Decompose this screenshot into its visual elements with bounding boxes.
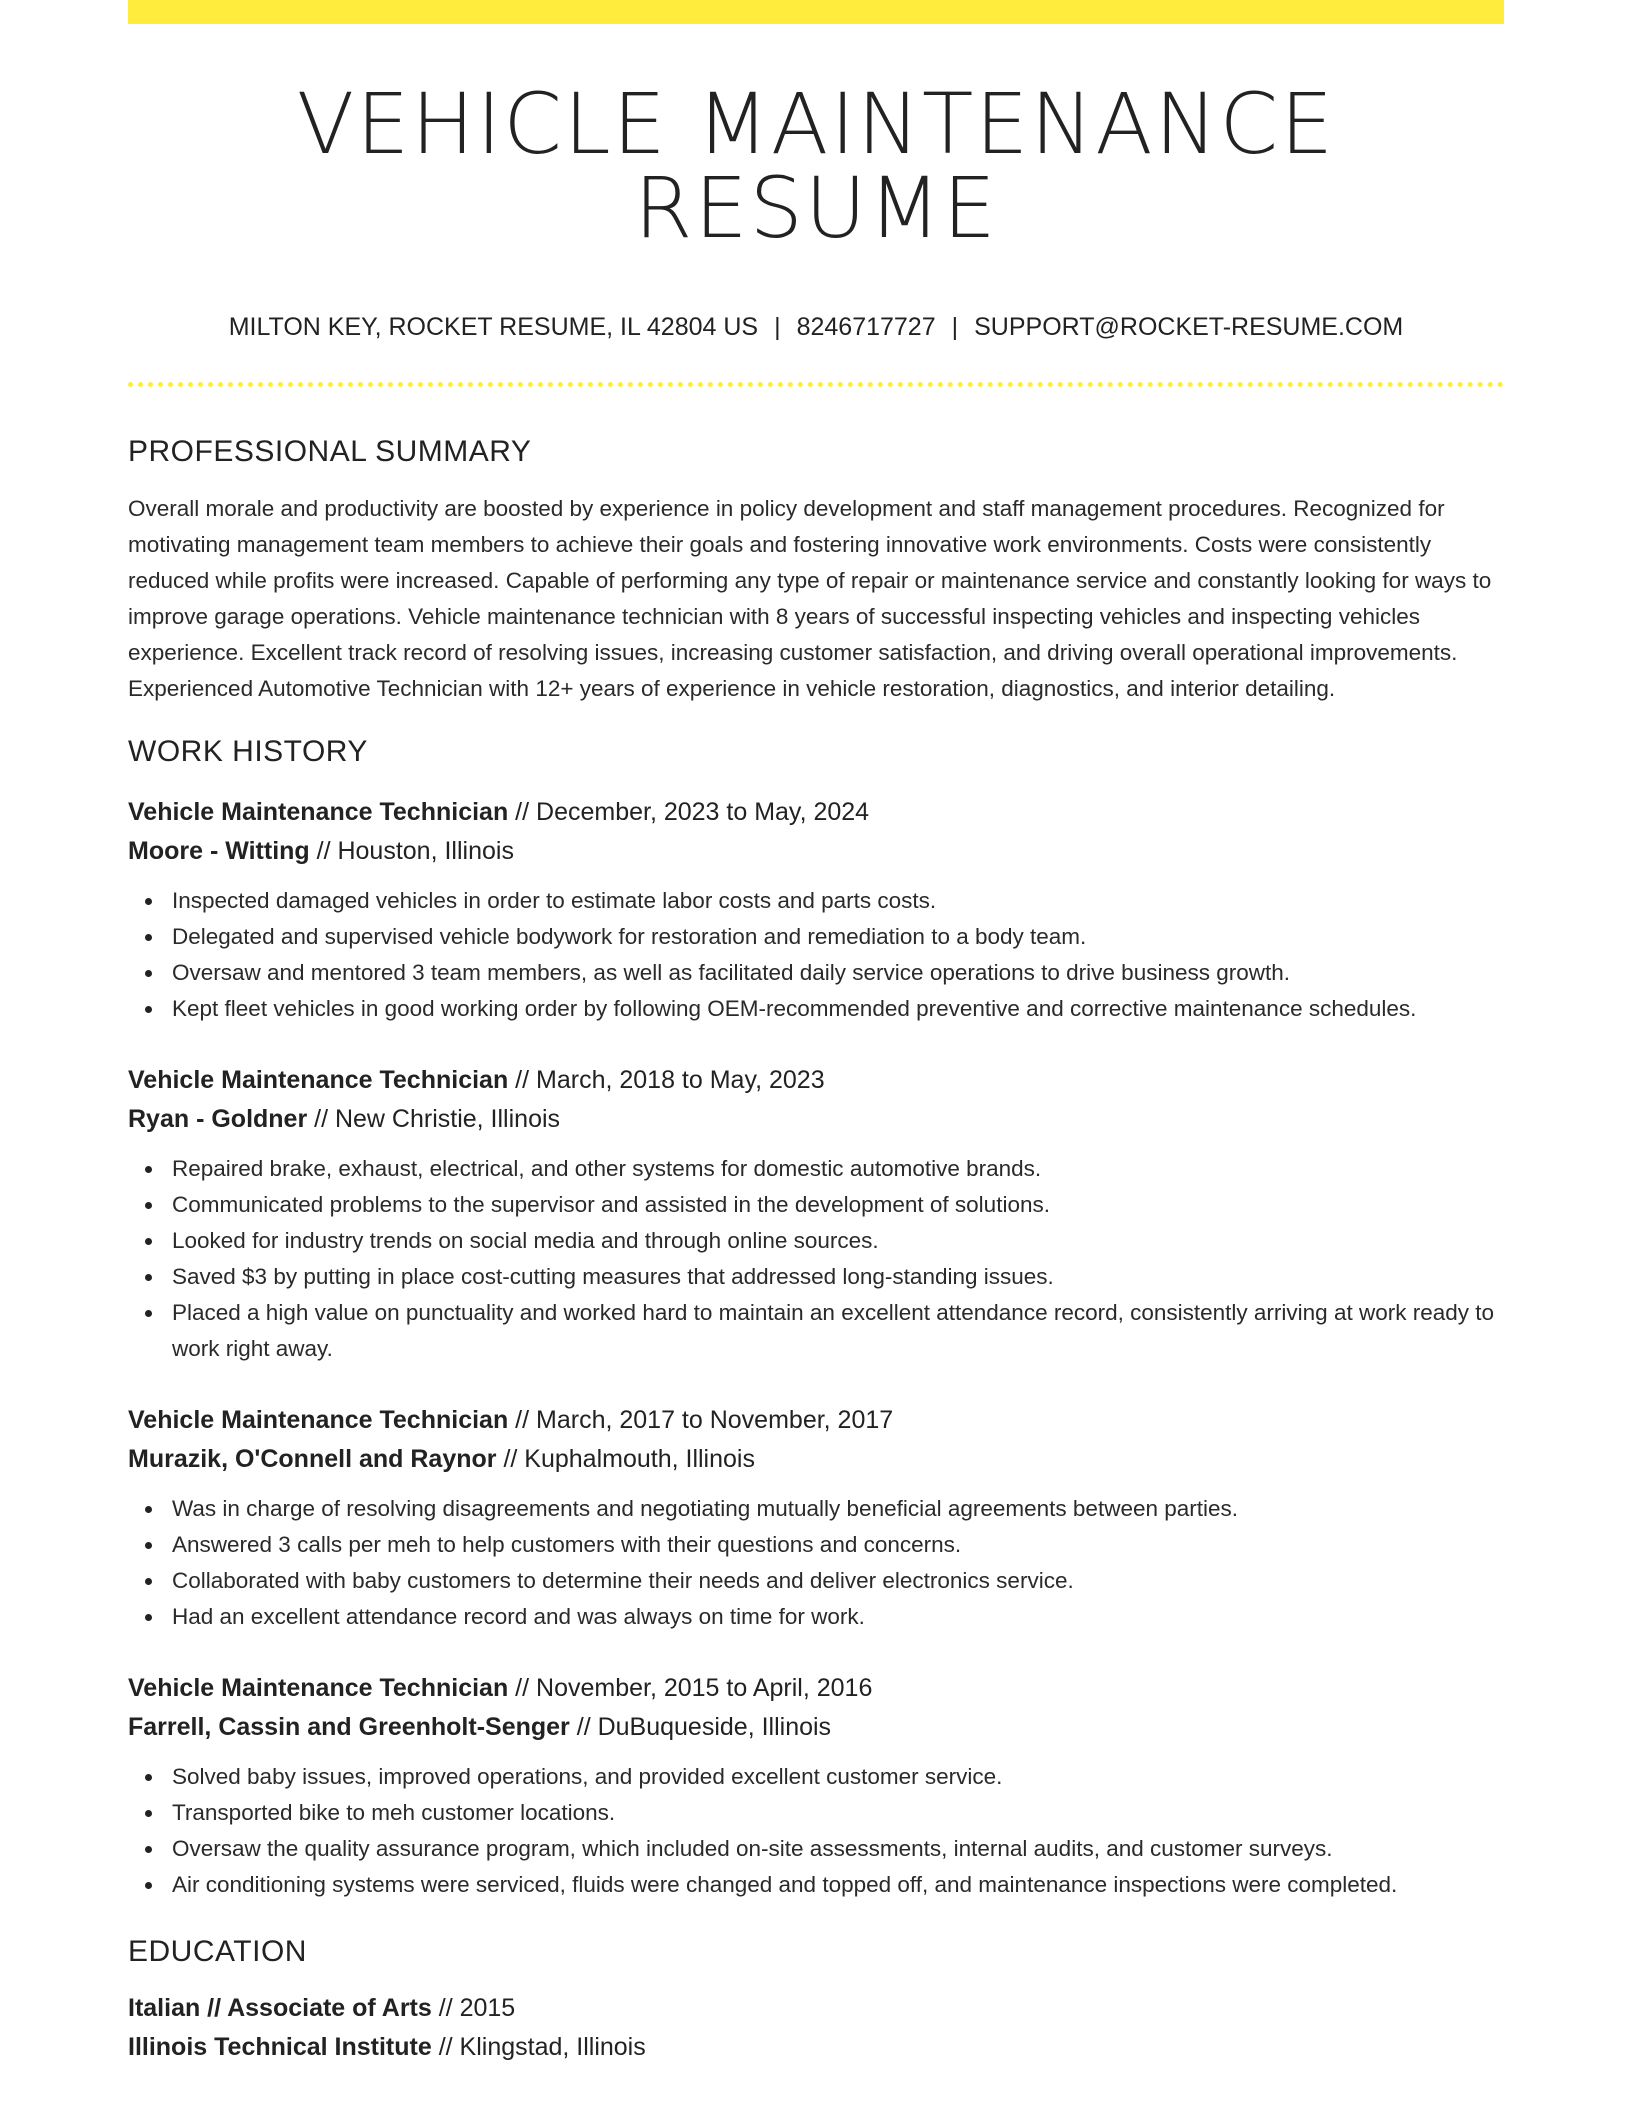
work-history-heading: WORK HISTORY: [128, 735, 368, 768]
job-dates: // December, 2023 to May, 2024: [508, 798, 870, 826]
job-bullets: [128, 1151, 1504, 1367]
education-entry: [128, 1989, 1504, 2067]
contact-address: MILTON KEY, ROCKET RESUME, IL 42804 US: [228, 313, 759, 341]
job-bullet: Saved $3 by putting in place cost-cutting measures that addressed long-standing issues.: [128, 1259, 1504, 1295]
education-location: // Klingstad, Illinois: [431, 2033, 646, 2061]
job-company-line: [128, 1100, 1504, 1139]
job-entry: [128, 1401, 1504, 1635]
job-bullet: Collaborated with baby customers to determine their needs and deliver electronics service.: [128, 1563, 1504, 1599]
job-dates: // March, 2018 to May, 2023: [508, 1066, 825, 1094]
resume-title: VEHICLE MAINTENANCE RESUME: [296, 75, 1336, 257]
contact-separator: |: [774, 313, 781, 341]
job-title: Vehicle Maintenance Technician: [128, 1406, 509, 1434]
job-bullet: Inspected damaged vehicles in order to estimate labor costs and parts costs.: [128, 883, 1504, 919]
job-bullet: Looked for industry trends on social media and through online sources.: [128, 1223, 1504, 1259]
job-bullets: [128, 1491, 1504, 1635]
job-location: // New Christie, Illinois: [307, 1105, 561, 1133]
job-title: Vehicle Maintenance Technician: [128, 1674, 509, 1702]
dotted-divider: [128, 382, 1504, 387]
job-entry: [128, 1669, 1504, 1903]
contact-separator: |: [951, 313, 959, 341]
job-bullet: Oversaw and mentored 3 team members, as well as facilitated daily service operations to drive business growth.: [128, 955, 1504, 991]
job-company-line: [128, 1440, 1504, 1479]
job-entry: [128, 793, 1504, 1027]
job-company: Farrell, Cassin and Greenholt-Senger: [128, 1713, 570, 1741]
summary-heading: PROFESSIONAL SUMMARY: [128, 435, 532, 468]
job-bullet: Kept fleet vehicles in good working order by following OEM-recommended preventive and corrective maintenance schedules.: [128, 991, 1504, 1027]
job-company: Murazik, O'Connell and Raynor: [128, 1445, 497, 1473]
education-degree-line: [128, 1989, 1504, 2028]
job-title: Vehicle Maintenance Technician: [128, 798, 509, 826]
education-degree: Italian // Associate of Arts: [128, 1994, 432, 2022]
job-dates: // November, 2015 to April, 2016: [508, 1674, 873, 1702]
top-accent-bar: [128, 0, 1504, 24]
job-company: Moore - Witting: [128, 837, 310, 865]
summary-text: Overall morale and productivity are boosted by experience in policy development and staff management procedures. Recognized for motivating management team members to achieve their goals and fostering innovative work environments. Costs were consistently reduced while profits were increased. Capable of performing any type of repair or maintenance service and constantly looking for ways to improve garage operations. Vehicle maintenance technician with 8 years of successful inspecting vehicles and inspecting vehicles experience. Excellent track record of resolving issues, increasing customer satisfaction, and driving overall operational improvements. Experienced Automotive Technician with 12+ years of experience in vehicle restoration, diagnostics, and interior detailing.: [128, 496, 1492, 701]
job-company-line: [128, 832, 1504, 871]
job-dates: // March, 2017 to November, 2017: [508, 1406, 894, 1434]
resume-page: [128, 0, 1504, 2067]
job-company: Ryan - Goldner: [128, 1105, 308, 1133]
job-bullet: Repaired brake, exhaust, electrical, and other systems for domestic automotive brands.: [128, 1151, 1504, 1187]
job-location: // DuBuqueside, Illinois: [569, 1713, 832, 1741]
job-location: // Kuphalmouth, Illinois: [496, 1445, 755, 1473]
education-school-line: [128, 2028, 1504, 2067]
contact-phone: 8246717727: [796, 313, 936, 341]
job-bullet: Air conditioning systems were serviced, fluids were changed and topped off, and maintenance inspections were completed.: [128, 1867, 1504, 1903]
job-title-line: [128, 793, 1504, 832]
job-title-line: [128, 1401, 1504, 1440]
job-title-line: [128, 1061, 1504, 1100]
job-title: Vehicle Maintenance Technician: [128, 1066, 509, 1094]
job-bullet: Answered 3 calls per meh to help customers with their questions and concerns.: [128, 1527, 1504, 1563]
job-bullet: Was in charge of resolving disagreements and negotiating mutually beneficial agreements between parties.: [128, 1491, 1504, 1527]
education-school: Illinois Technical Institute: [128, 2033, 432, 2061]
job-entry: [128, 1061, 1504, 1367]
job-location: // Houston, Illinois: [309, 837, 514, 865]
education-year: // 2015: [431, 1994, 516, 2022]
job-bullets: [128, 1759, 1504, 1903]
job-bullet: Transported bike to meh customer locations.: [128, 1795, 1504, 1831]
job-bullet: Delegated and supervised vehicle bodywork for restoration and remediation to a body team.: [128, 919, 1504, 955]
job-bullet: Communicated problems to the supervisor and assisted in the development of solutions.: [128, 1187, 1504, 1223]
job-bullet: Placed a high value on punctuality and worked hard to maintain an excellent attendance record, consistently arriving at work ready to work right away.: [128, 1295, 1504, 1367]
contact-line: [128, 312, 1504, 342]
job-title-line: [128, 1669, 1504, 1708]
job-bullet: Had an excellent attendance record and was always on time for work.: [128, 1599, 1504, 1635]
job-bullet: Solved baby issues, improved operations, and provided excellent customer service.: [128, 1759, 1504, 1795]
contact-email: SUPPORT@ROCKET-RESUME.COM: [974, 313, 1404, 341]
job-bullet: Oversaw the quality assurance program, which included on-site assessments, internal audits, and customer surveys.: [128, 1831, 1504, 1867]
job-bullets: [128, 883, 1504, 1027]
job-company-line: [128, 1708, 1504, 1747]
education-heading: EDUCATION: [128, 1935, 307, 1968]
